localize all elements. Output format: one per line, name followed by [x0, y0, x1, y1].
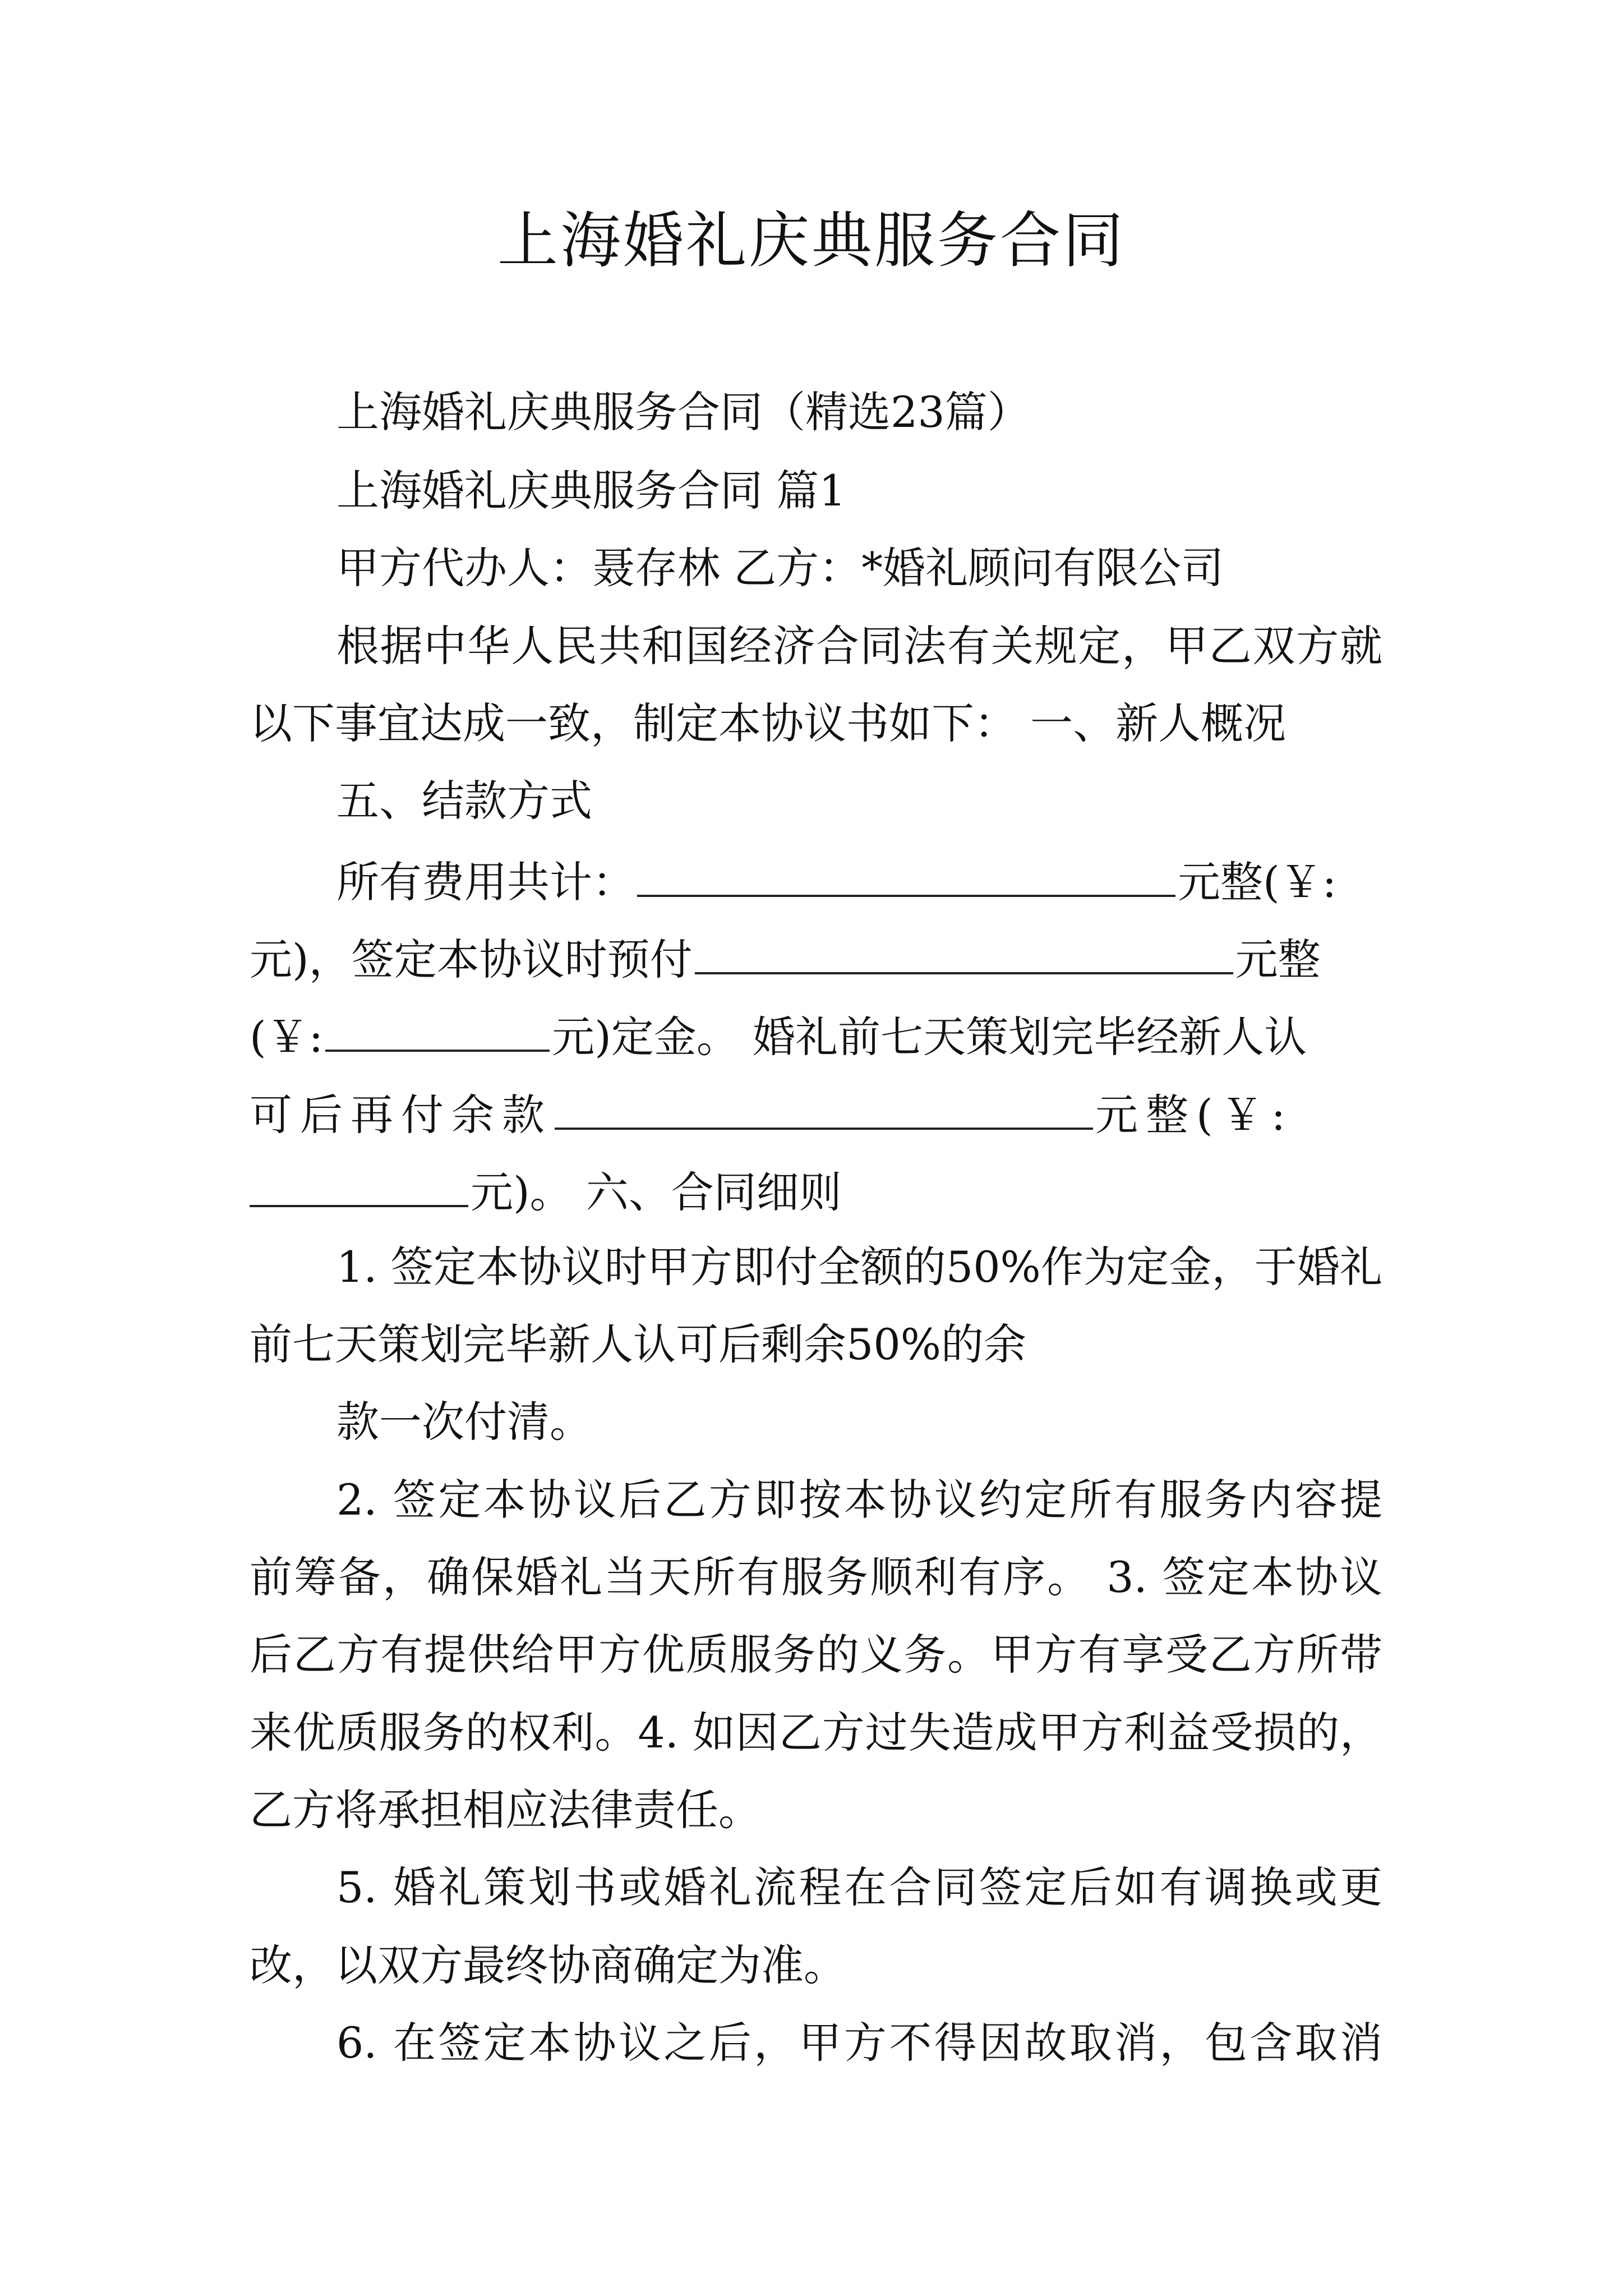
total-fee-blank: [637, 851, 1175, 897]
deposit-label: (￥:: [250, 1012, 324, 1062]
doc-line-prepay: [250, 928, 1382, 988]
prepay-unit: 元整: [1235, 935, 1321, 984]
doc-line-clause-4a: 来优质服务的权利。4. 如因乙方过失造成甲方利益受损的，: [250, 1708, 1382, 1757]
deposit-blank: [325, 1006, 550, 1052]
doc-line-clause-1c: 款一次付清。: [336, 1397, 592, 1447]
doc-line-balance: [250, 1084, 1382, 1143]
balance-blank: [555, 1084, 1093, 1130]
doc-line-clause-2a: 2. 签定本协议后乙方即按本协议约定所有服务内容提: [336, 1475, 1382, 1525]
balance-amount-blank: [250, 1161, 468, 1207]
doc-line-section-heading: 上海婚礼庆典服务合同 篇1: [336, 466, 846, 516]
prepay-blank: [695, 928, 1233, 974]
doc-line-clause-1b: 前七天策划完毕新人认可后剩余50%的余: [250, 1319, 1026, 1369]
total-fee-unit: 元整(￥:: [1178, 857, 1337, 907]
balance-unit: 元整(￥:: [1095, 1090, 1294, 1140]
doc-line-subtitle: 上海婚礼庆典服务合同（精选23篇）: [336, 387, 1030, 437]
total-fee-label: 所有费用共计：: [336, 857, 635, 907]
doc-line-clause-6: 6. 在签定本协议之后，甲方不得因故取消，包含取消: [336, 2018, 1382, 2068]
doc-line-balance-amount: [250, 1161, 1382, 1221]
doc-line-clause-5a: 5. 婚礼策划书或婚礼流程在合同签定后如有调换或更: [336, 1862, 1382, 1912]
doc-line-clause-4b: 乙方将承担相应法律责任。: [250, 1785, 761, 1835]
doc-line-clause-2b: 前筹备，确保婚礼当天所有服务顺利有序。 3. 签定本协议: [250, 1552, 1382, 1602]
deposit-text: 元)定金。 婚礼前七天策划完毕经新人认: [552, 1012, 1307, 1062]
balance-label: 可后再付余款: [250, 1090, 552, 1140]
doc-line-parties: 甲方代办人：聂存林 乙方：*婚礼顾问有限公司: [336, 543, 1224, 593]
doc-line-clause-5b: 改，以双方最终协商确定为准。: [250, 1940, 846, 1990]
contract-details-heading: 元)。 六、合同细则: [471, 1167, 842, 1217]
doc-line-total-fee: [336, 851, 1382, 910]
doc-line-payment-heading: 五、结款方式: [336, 776, 592, 826]
doc-line-clause-3: 后乙方有提供给甲方优质服务的义务。甲方有享受乙方所带: [250, 1630, 1382, 1680]
document-title: 上海婚礼庆典服务合同: [497, 206, 1126, 276]
doc-line-preamble-1: 根据中华人民共和国经济合同法有关规定，甲乙双方就: [336, 621, 1382, 671]
prepay-label: 元)，签定本协议时预付: [250, 935, 693, 984]
doc-line-deposit: [250, 1006, 1382, 1065]
doc-line-clause-1a: 1. 签定本协议时甲方即付全额的50%作为定金，于婚礼: [336, 1242, 1382, 1292]
doc-line-preamble-2: 以下事宜达成一致，制定本协议书如下： 一、新人概况: [250, 698, 1287, 748]
